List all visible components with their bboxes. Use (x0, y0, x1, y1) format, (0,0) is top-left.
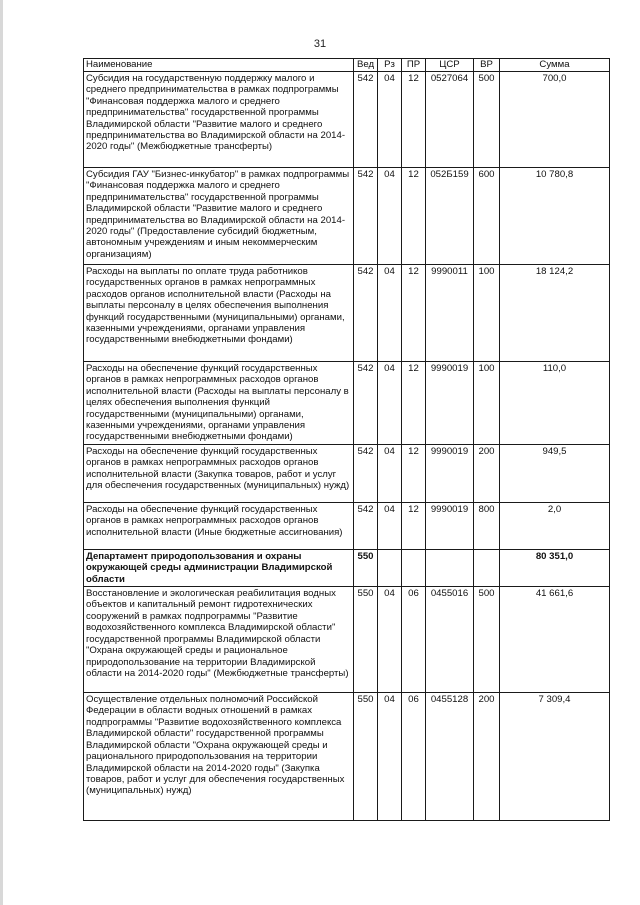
row-sum: 110,0 (500, 362, 610, 445)
row-name: Субсидия на государственную поддержку малого и среднего предпринимательства в рамках подпрограммы "Финансовая поддержка малого и среднего предпринимательства" государственной программы Владимирской области "Развитие малого и среднего предпринимательства во Владимирской области на 2014-2020 годы" (Межбюджетные трансферты) (84, 72, 354, 168)
row-vr: 100 (474, 265, 500, 362)
row-csr (426, 549, 474, 586)
row-name: Расходы на обеспечение функций государственных органов в рамках непрограммных расходов органов исполнительной власти (Расходы на выплаты персоналу в целях обеспечения выполнения функций государственными (муниципальными) органами, казенными учреждениями, органами управления государственными внебюджетными фондами) (84, 362, 354, 445)
row-pr: 12 (402, 362, 426, 445)
row-pr: 06 (402, 587, 426, 693)
row-csr: 0455128 (426, 693, 474, 821)
header-csr: ЦСР (426, 59, 474, 72)
scan-edge (0, 0, 3, 905)
row-pr: 12 (402, 444, 426, 502)
row-ved: 542 (354, 265, 378, 362)
row-vr: 500 (474, 587, 500, 693)
row-rz: 04 (378, 265, 402, 362)
table-body (84, 72, 610, 821)
row-pr (402, 549, 426, 586)
row-rz: 04 (378, 444, 402, 502)
row-pr: 12 (402, 265, 426, 362)
page-number: 31 (313, 38, 327, 50)
row-rz (378, 549, 402, 586)
row-vr: 800 (474, 502, 500, 549)
row-ved: 550 (354, 549, 378, 586)
row-rz: 04 (378, 502, 402, 549)
header-pr: ПР (402, 59, 426, 72)
row-pr: 12 (402, 502, 426, 549)
table-row (84, 693, 610, 821)
department-row (84, 549, 610, 586)
row-vr (474, 549, 500, 586)
row-rz: 04 (378, 168, 402, 265)
row-ved: 550 (354, 693, 378, 821)
row-sum: 10 780,8 (500, 168, 610, 265)
row-ved: 542 (354, 362, 378, 445)
row-ved: 542 (354, 444, 378, 502)
header-vr: ВР (474, 59, 500, 72)
row-csr: 9990019 (426, 444, 474, 502)
row-sum: 2,0 (500, 502, 610, 549)
department-total: 80 351,0 (500, 549, 610, 586)
table-row (84, 72, 610, 168)
row-sum: 949,5 (500, 444, 610, 502)
row-csr: 9990019 (426, 362, 474, 445)
header-rz: Рз (378, 59, 402, 72)
row-sum: 700,0 (500, 72, 610, 168)
table-header (84, 59, 610, 72)
row-sum: 41 661,6 (500, 587, 610, 693)
header-sum: Сумма (500, 59, 610, 72)
row-name: Расходы на выплаты по оплате труда работников государственных органов в рамках непрограммных расходов органов исполнительной власти (Расходы на выплаты персоналу в целях обеспечения выполнения функций государственными (муниципальными) органами, казенными учреждениями, органами управления государственными внебюджетными фондами) (84, 265, 354, 362)
row-csr: 9990011 (426, 265, 474, 362)
row-ved: 542 (354, 72, 378, 168)
table-row (84, 168, 610, 265)
row-rz: 04 (378, 72, 402, 168)
row-csr: 0455016 (426, 587, 474, 693)
department-name: Департамент природопользования и охраны окружающей среды администрации Владимирской области (84, 549, 354, 586)
row-rz: 04 (378, 693, 402, 821)
budget-table (83, 58, 610, 821)
table-row (84, 362, 610, 445)
table-row (84, 444, 610, 502)
row-vr: 200 (474, 444, 500, 502)
row-csr: 9990019 (426, 502, 474, 549)
row-ved: 542 (354, 502, 378, 549)
row-ved: 550 (354, 587, 378, 693)
row-vr: 600 (474, 168, 500, 265)
row-sum: 18 124,2 (500, 265, 610, 362)
row-name: Осуществление отдельных полномочий Российской Федерации в области водных отношений в рамках подпрограммы "Развитие водохозяйственного комплекса Владимирской области" государственной программы Владимирской области "Охрана окружающей среды и рационального природопользования на территории Владимирской области на 2014-2020 годы" (Закупка товаров, работ и услуг для обеспечения государственных (муниципальных) нужд) (84, 693, 354, 821)
header-ved: Вед (354, 59, 378, 72)
row-name: Субсидия ГАУ "Бизнес-инкубатор" в рамках подпрограммы "Финансовая поддержка малого и среднего предпринимательства" государственной программы Владимирской области "Развитие малого и среднего предпринимательства во Владимирской области на 2014-2020 годы" (Предоставление субсидий бюджетным, автономным учреждениям и иным некоммерческим организациям) (84, 168, 354, 265)
row-pr: 12 (402, 72, 426, 168)
header-name: Наименование (84, 59, 354, 72)
row-csr: 052Б159 (426, 168, 474, 265)
row-name: Расходы на обеспечение функций государственных органов в рамках непрограммных расходов органов исполнительной власти (Закупка товаров, работ и услуг для обеспечения государственных (муниципальных) нужд) (84, 444, 354, 502)
row-pr: 06 (402, 693, 426, 821)
table-row (84, 587, 610, 693)
row-rz: 04 (378, 587, 402, 693)
table-row (84, 502, 610, 549)
row-vr: 100 (474, 362, 500, 445)
row-vr: 200 (474, 693, 500, 821)
row-rz: 04 (378, 362, 402, 445)
table-row (84, 265, 610, 362)
row-csr: 0527064 (426, 72, 474, 168)
row-name: Расходы на обеспечение функций государственных органов в рамках непрограммных расходов органов исполнительной власти (Иные бюджетные ассигнования) (84, 502, 354, 549)
row-ved: 542 (354, 168, 378, 265)
row-sum: 7 309,4 (500, 693, 610, 821)
row-pr: 12 (402, 168, 426, 265)
row-name: Восстановление и экологическая реабилитация водных объектов и капитальный ремонт гидротехнических сооружений в рамках подпрограммы "Развитие водохозяйственного комплекса Владимирской области" государственной программы Владимирской области "Охрана окружающей среды и рациональное природопользование на территории Владимирской области на 2014-2020 годы" (Межбюджетные трансферты) (84, 587, 354, 693)
row-vr: 500 (474, 72, 500, 168)
